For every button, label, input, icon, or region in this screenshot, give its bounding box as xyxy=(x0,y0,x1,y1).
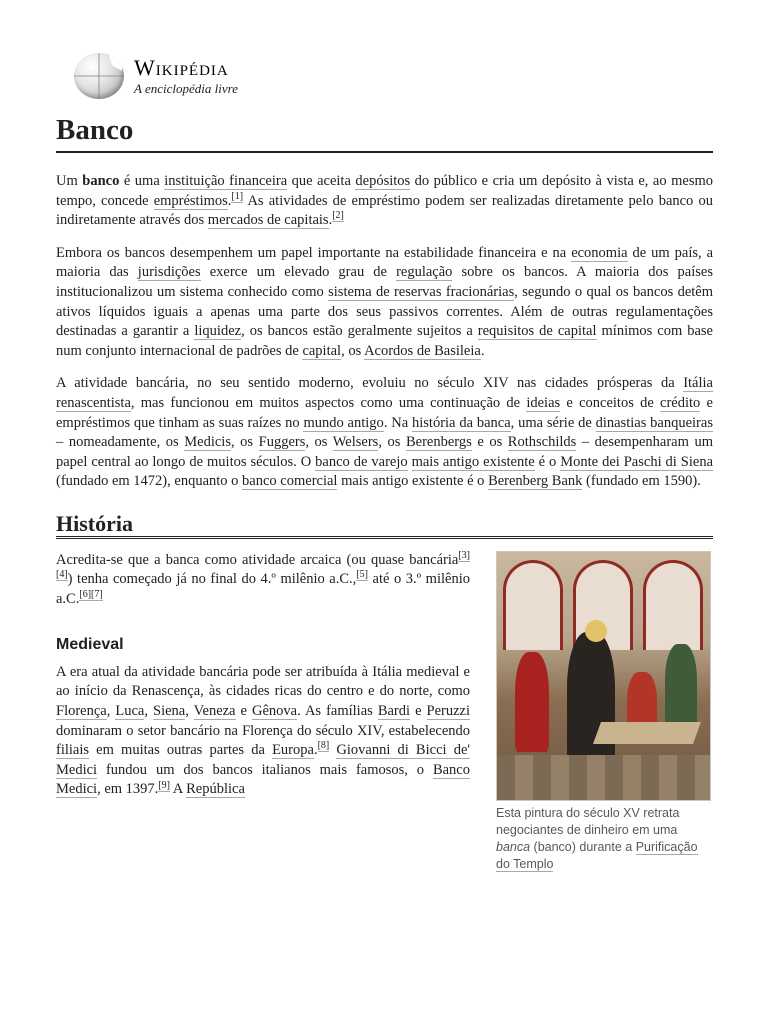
reference xyxy=(79,589,102,601)
link-bardi[interactable]: Bardi xyxy=(377,703,411,720)
text: . xyxy=(227,192,232,209)
text: . xyxy=(328,212,333,229)
article-body xyxy=(56,172,714,871)
text: e conceitos de xyxy=(560,394,661,411)
text: (fundado em 1590). xyxy=(582,473,701,490)
text: As atividades de empréstimo podem ser realizadas diretamente pelo banco ou indiretamente através dos xyxy=(56,192,713,229)
link-peruzzi[interactable]: Peruzzi xyxy=(426,703,471,720)
intro-paragraph-1 xyxy=(56,172,713,231)
text: , xyxy=(106,703,116,720)
text: . As famílias xyxy=(297,703,378,720)
text: até o 3.º milênio a.C. xyxy=(56,571,470,607)
text: , em 1397. xyxy=(97,781,159,798)
caption-text: (banco) durante a xyxy=(530,839,636,854)
link-monte-dei-paschi[interactable]: Monte dei Paschi di Siena xyxy=(560,453,714,470)
text: mínimos com base num conjunto internacional de padrões de xyxy=(56,323,713,359)
link-requisitos-de-capital[interactable]: requisitos de capital xyxy=(477,323,597,340)
ref-1[interactable]: [1] xyxy=(231,190,244,202)
link-filiais[interactable]: filiais xyxy=(56,742,90,759)
link-banco-medici[interactable]: Banco Medici xyxy=(56,761,470,798)
link-dinastias-banqueiras[interactable]: dinastias banqueiras xyxy=(595,414,713,431)
ref-5[interactable]: [5] xyxy=(356,569,368,581)
link-mais-antigo-existente[interactable]: mais antigo existente xyxy=(411,453,535,470)
link-banco-de-varejo[interactable]: banco de varejo xyxy=(315,453,408,470)
text: . xyxy=(480,342,485,359)
link-acordos-de-basileia[interactable]: Acordos de Basileia xyxy=(364,342,481,359)
text: exerce um elevado grau de xyxy=(200,264,397,281)
link-jurisdicoes[interactable]: jurisdições xyxy=(137,264,201,281)
text xyxy=(408,454,412,470)
painting-figure xyxy=(515,652,549,752)
link-depositos[interactable]: depósitos xyxy=(355,173,411,189)
site-tagline: A enciclopédia livre xyxy=(134,81,238,96)
text: e xyxy=(235,703,252,720)
page-title: Banco xyxy=(56,114,713,153)
link-medicis[interactable]: Medicis xyxy=(184,434,231,451)
text: , os xyxy=(341,342,365,359)
text: dominaram o setor bancário na Florença do século XIV, estabelecendo xyxy=(56,722,470,739)
text: ) tenha começado já no final do 4.º milênio a.C., xyxy=(67,571,357,588)
text: , os bancos estão geralmente sujeitos a xyxy=(241,323,478,340)
text: do público e cria um depósito à vista e, ao mesmo tempo, concede xyxy=(56,173,713,209)
link-veneza[interactable]: Veneza xyxy=(193,703,236,720)
link-florenca[interactable]: Florença xyxy=(56,703,107,720)
text: que aceita xyxy=(287,173,356,189)
ref-9[interactable]: [9] xyxy=(158,779,170,791)
text: , xyxy=(144,703,154,720)
ref-2[interactable]: [2] xyxy=(332,210,344,222)
text: , mas funcionou em muitos aspectos como uma continuação de xyxy=(130,394,527,411)
text: . xyxy=(313,742,318,759)
reference xyxy=(318,740,330,752)
historia-paragraph-1 xyxy=(56,551,470,610)
painting-halo xyxy=(585,620,607,642)
link-italia-renascentista[interactable]: Itália renascentista xyxy=(56,375,713,411)
link-berenberg-bank[interactable]: Berenberg Bank xyxy=(488,473,583,490)
intro-paragraph-3 xyxy=(56,374,713,492)
text: – nomeadamente, os xyxy=(56,434,185,451)
text: mais antigo existente é o xyxy=(337,473,489,490)
painting-arch xyxy=(503,560,563,650)
painting-figure xyxy=(665,644,697,734)
link-sistema-reservas[interactable]: sistema de reservas fracionárias xyxy=(328,283,515,300)
link-welsers[interactable]: Welsers xyxy=(332,434,379,451)
text: , segundo o qual os bancos detêm ativos líquidos iguais a apenas uma parte dos seus passivos correntes. Além de outras regulamentações destinadas a garantir a xyxy=(56,283,713,340)
medieval-paragraph xyxy=(56,663,470,800)
text: , xyxy=(185,703,194,720)
link-genova[interactable]: Gênova xyxy=(252,703,298,720)
link-regulacao[interactable]: regulação xyxy=(396,264,453,281)
link-ideias[interactable]: ideias xyxy=(526,394,561,411)
text: e xyxy=(410,703,427,720)
bold-term: banco xyxy=(82,173,120,189)
link-credito[interactable]: crédito xyxy=(660,394,701,411)
text: A atividade bancária, no seu sentido moderno, evoluiu no século XIV nas cidades prósperas da xyxy=(56,375,684,392)
text: , os xyxy=(378,434,406,451)
historia-text xyxy=(56,551,470,801)
text: Embora os bancos desempenhem um papel importante na estabilidade financeira e na xyxy=(56,244,572,261)
text: e empréstimos que tinham as suas raízes no xyxy=(56,394,713,431)
text: , os xyxy=(230,434,259,451)
ref-4[interactable]: [4] xyxy=(56,569,68,581)
text: Um xyxy=(56,173,83,189)
reference xyxy=(332,210,344,222)
link-mundo-antigo[interactable]: mundo antigo xyxy=(303,414,384,431)
text: e os xyxy=(471,434,508,451)
painting-image[interactable] xyxy=(496,551,711,801)
site-logo[interactable] xyxy=(74,52,238,100)
ref-7[interactable]: [7] xyxy=(91,588,103,600)
link-instituicao-financeira[interactable]: instituição financeira xyxy=(164,173,288,189)
link-capital[interactable]: capital xyxy=(302,342,342,359)
section-heading-historia: História xyxy=(56,514,713,539)
link-siena[interactable]: Siena xyxy=(153,703,186,720)
reference xyxy=(158,780,170,792)
reference xyxy=(356,569,368,581)
text: , os xyxy=(305,434,333,451)
link-mercados-de-capitais[interactable]: mercados de capitais xyxy=(207,212,329,229)
link-liquidez[interactable]: liquidez xyxy=(194,323,242,340)
text: fundou um dos bancos italianos mais famosos, o xyxy=(97,761,433,778)
link-purificacao-do-templo[interactable]: Purificação do Templo xyxy=(496,839,698,871)
text: A era atual da atividade bancária pode ser atribuída à Itália medieval e ao início da Renascença, às cidades ricas do centro e do norte, como xyxy=(56,663,470,700)
text: é o xyxy=(534,453,561,470)
link-berenbergs[interactable]: Berenbergs xyxy=(405,434,472,451)
link-giovanni-di-bicci[interactable]: Giovanni di Bicci de' Medici xyxy=(56,742,470,778)
ref-8[interactable]: [8] xyxy=(317,740,330,752)
link-luca[interactable]: Luca xyxy=(115,703,145,720)
caption-italic: banca xyxy=(496,839,531,854)
text: Acredita-se que a banca como atividade arcaica (ou quase bancária xyxy=(56,551,459,568)
caption-text: Esta pintura do século XV retrata negociantes de dinheiro em uma xyxy=(496,805,680,837)
site-name: Wikipédia xyxy=(134,55,229,80)
link-historia-da-banca[interactable]: história da banca xyxy=(412,414,511,431)
reference xyxy=(231,191,243,203)
link-banco-comercial[interactable]: banco comercial xyxy=(242,473,338,490)
intro-paragraph-2 xyxy=(56,244,713,362)
text: é uma xyxy=(119,173,165,189)
link-europa[interactable]: Europa xyxy=(272,742,314,759)
text: . Na xyxy=(383,414,412,431)
section-heading-medieval: Medieval xyxy=(56,636,124,654)
painting-figure xyxy=(567,632,615,772)
text: , uma série de xyxy=(510,414,596,431)
ref-3[interactable]: [3] xyxy=(458,549,470,561)
link-emprestimos[interactable]: empréstimos xyxy=(153,192,228,209)
wordmark xyxy=(134,57,238,95)
figure-money-changers xyxy=(496,551,713,873)
historia-section xyxy=(56,549,713,871)
wikipedia-globe-icon[interactable] xyxy=(74,53,124,99)
text: – desempenharam um papel central ao longo de muitos séculos. O xyxy=(56,434,713,470)
painting-floor xyxy=(497,755,710,800)
link-economia[interactable]: economia xyxy=(571,244,628,261)
link-rothschilds[interactable]: Rothschilds xyxy=(507,434,577,451)
painting-table xyxy=(593,722,701,744)
figure-caption xyxy=(496,805,713,873)
text: A xyxy=(169,781,187,798)
ref-6[interactable]: [6] xyxy=(79,588,92,600)
link-fuggers[interactable]: Fuggers xyxy=(258,434,306,451)
link-republica[interactable]: República xyxy=(186,781,245,798)
painting-arch xyxy=(643,560,703,650)
text: (fundado em 1472), enquanto o xyxy=(56,473,243,490)
text: sobre os bancos. A maioria dos países institucionalizou um sistema conhecido como xyxy=(56,264,713,300)
text: em muitas outras partes da xyxy=(89,742,273,759)
text: de um país, a maioria das xyxy=(56,244,713,281)
